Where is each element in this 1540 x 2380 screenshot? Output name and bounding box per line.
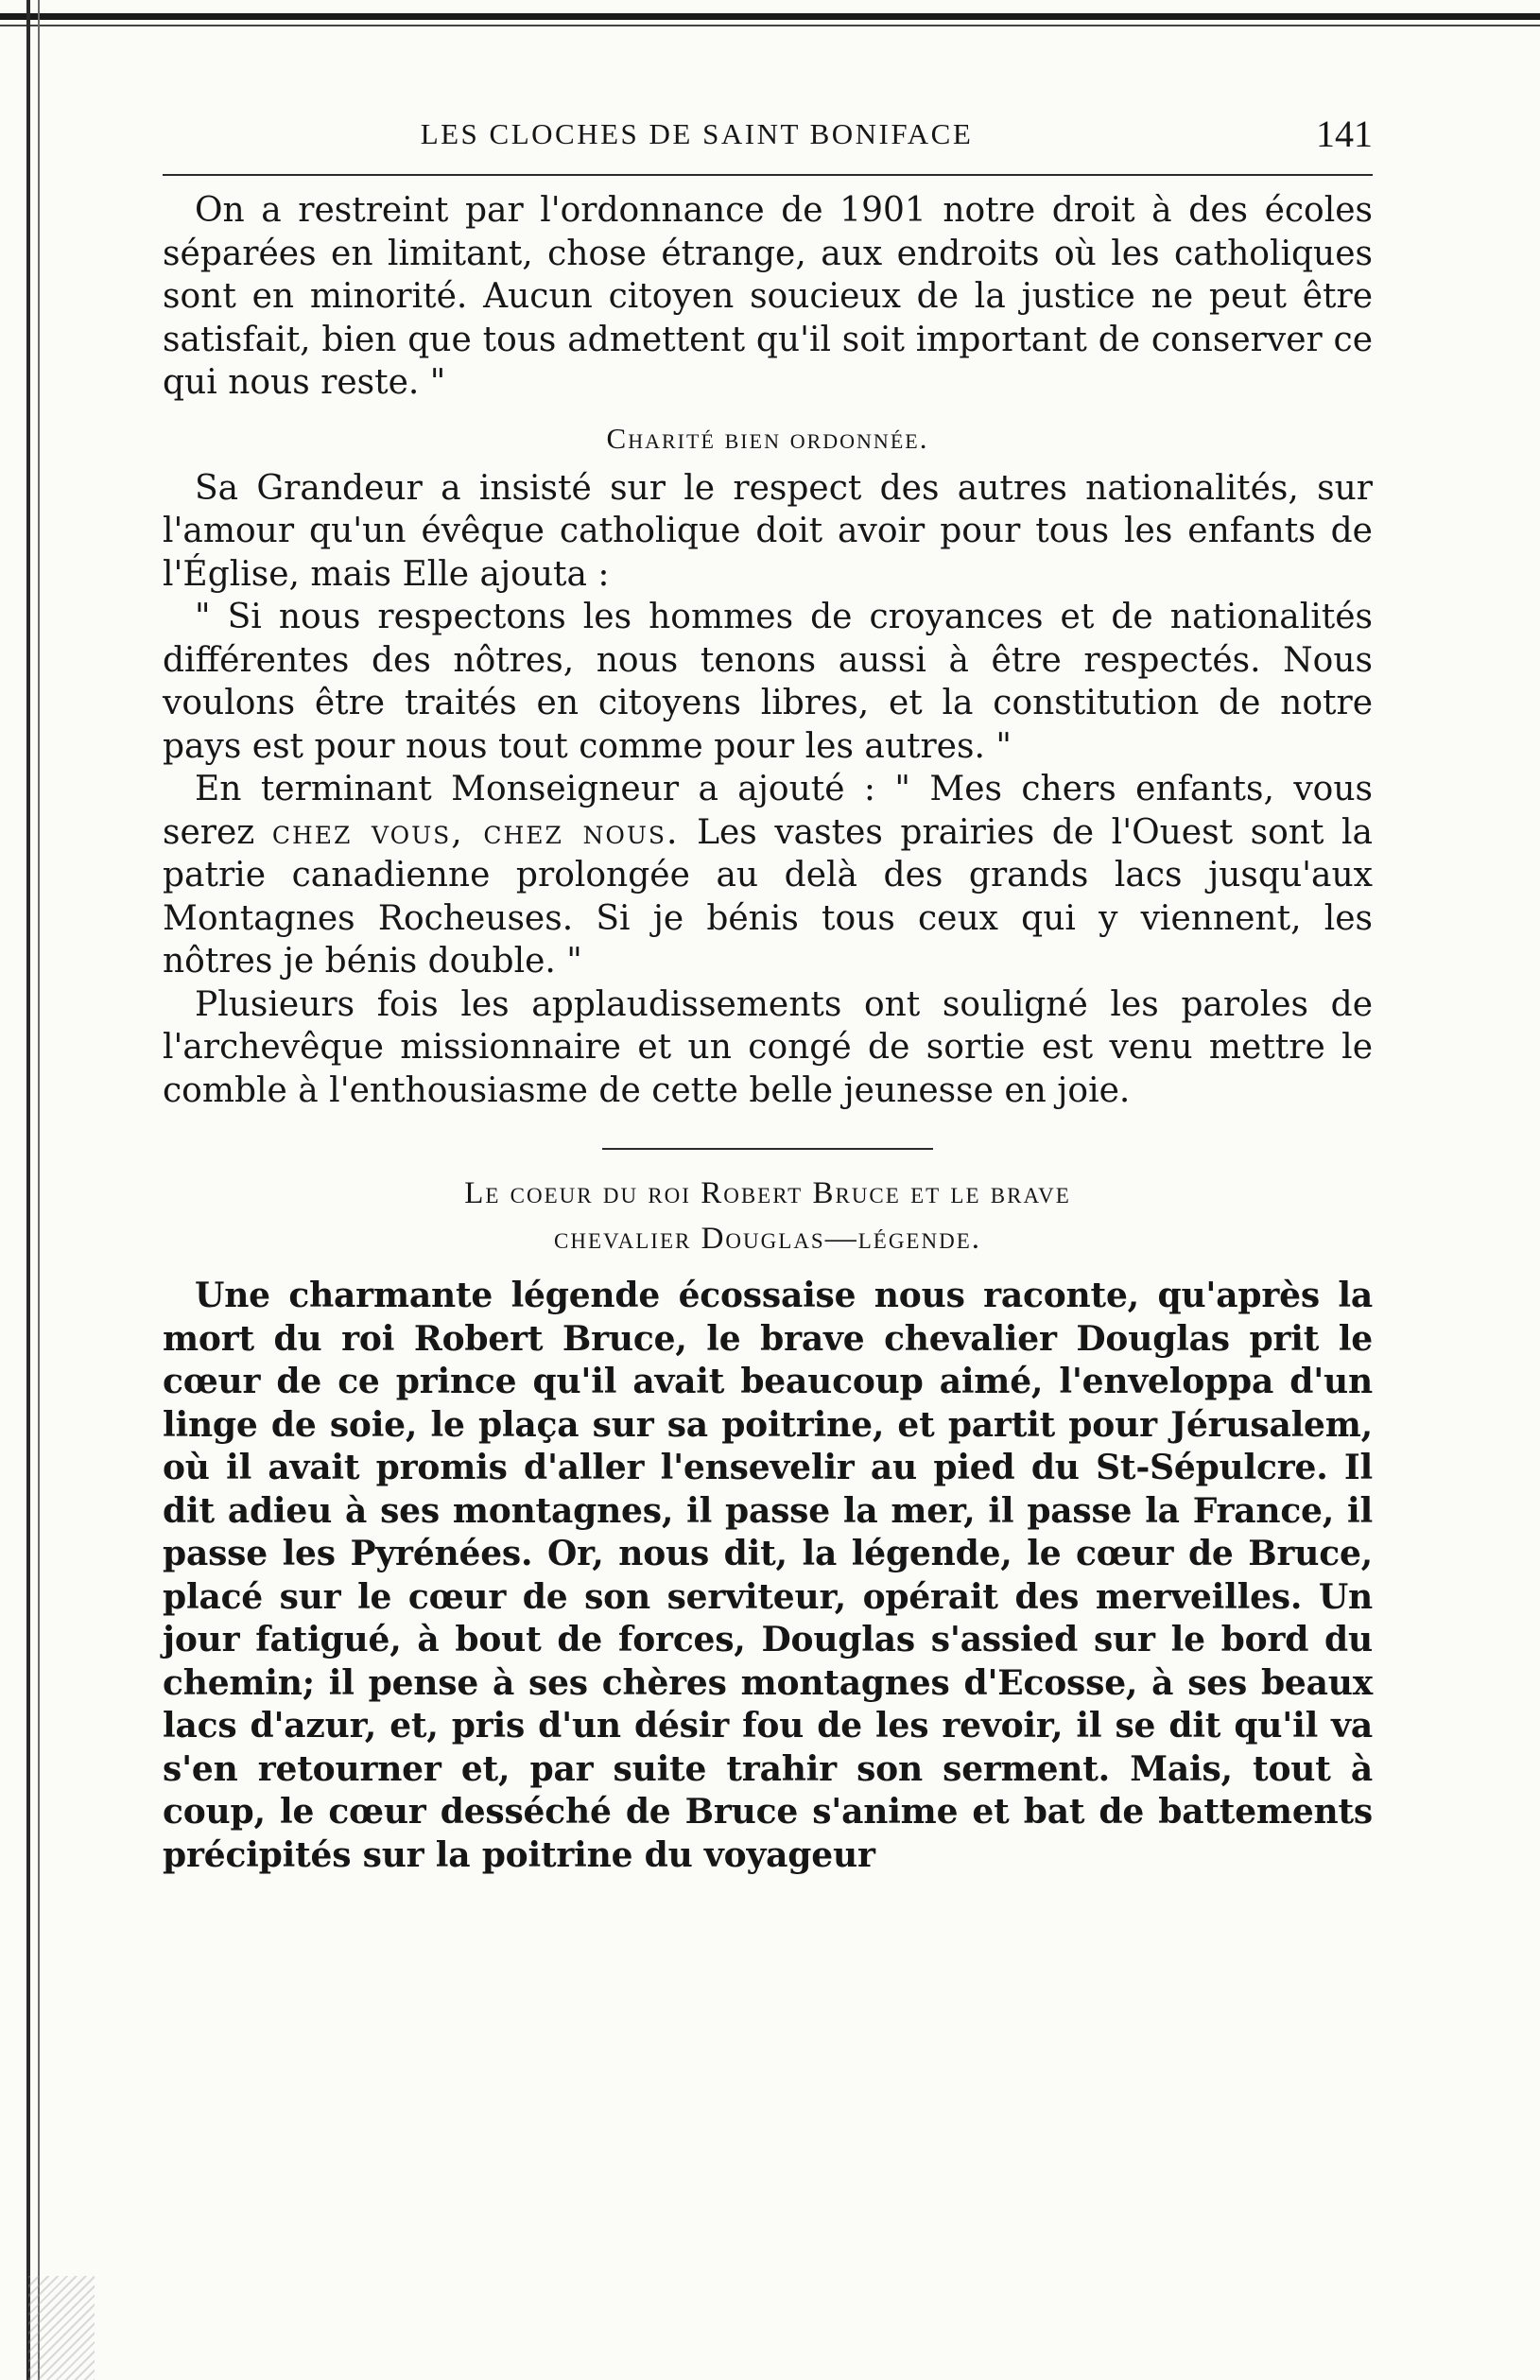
page-top-border xyxy=(0,13,1540,20)
running-head xyxy=(163,112,1373,176)
section-heading-bruce-line2: chevalier Douglas—légende. xyxy=(554,1222,981,1256)
book-page xyxy=(163,112,1373,1877)
section-separator xyxy=(602,1148,933,1150)
page-top-border-thin xyxy=(0,25,1540,26)
running-head-title: LES CLOCHES DE SAINT BONIFACE xyxy=(420,117,974,150)
page-left-edge-inner xyxy=(38,0,40,2380)
paragraph-legende: Une charmante légende écossaise nous raconte, qu'après la mort du roi Robert Bruce, le brave chevalier Douglas prit le cœur de ce prince qu'il avait beaucoup aimé, l'enveloppa d'un linge de soie, le plaça sur sa poitrine, et partit pour Jérusalem, où il avait promis d'aller l'ensevelir au pied du St-Sépulcre. Il dit adieu à ses montagnes, il passe la mer, il passe la France, il passe les Pyrénées. Or, nous dit, la légende, le cœur de Bruce, placé sur le cœur de son serviteur, opérait des merveilles. Un jour fatigué, à bout de forces, Douglas s'assied sur le bord du chemin; il pense à ses chères montagnes d'Ecosse, à ses beaux lacs d'azur, et, pris d'un désir fou de les revoir, il se dit qu'il va s'en retourner et, par suite trahir son serment. Mais, tout à coup, le cœur desséché de Bruce s'anime et bat de battements précipités sur la poitrine du voyageur xyxy=(163,1276,1373,1875)
terminant-start: En terminant Monseigneur a ajouté : " Mes chers enfants, vous serez xyxy=(163,770,1373,852)
paragraph-grandeur: Sa Grandeur a insisté sur le respect des autres nationalités, sur l'amour qu'un évêque catholique doit avoir pour tous les enfants de l'Église, mais Elle ajouta : xyxy=(163,468,1373,594)
terminant-end: Les vastes prairies de l'Ouest sont la patrie canadienne prolongée au delà des grands lacs jusqu'aux Montagnes Rocheuses. Si je bénis tous ceux qui y viennent, les nôtres je bénis double. " xyxy=(163,812,1373,981)
section-heading-bruce xyxy=(219,1171,1316,1261)
paragraph-terminant xyxy=(163,768,1373,983)
page-left-edge xyxy=(26,0,30,2380)
section-heading-bruce-line1: Le coeur du roi Robert Bruce et le brave xyxy=(464,1176,1071,1210)
paragraph-applaudissements: Plusieurs fois les applaudissements ont souligné les paroles de l'archevêque missionnaire et un congé de sortie est venu mettre le comble à l'enthousiasme de cette belle jeunesse en joie. xyxy=(163,984,1373,1110)
section-heading-charite-text: Charité bien ordonnée. xyxy=(606,421,929,455)
paragraph-quote-respect: " Si nous respectons les hommes de croyances et de nationalités différentes des nôtres, nous tenons aussi à être respectés. Nous voulons être traités en citoyens libres, et la constitution de notre pays est pour nous tout comme pour les autres. " xyxy=(163,598,1373,766)
page-number: 141 xyxy=(1316,113,1373,155)
terminant-smallcaps: chez vous, chez nous. xyxy=(271,812,680,852)
section-heading-charite xyxy=(163,418,1373,460)
page-corner-stain xyxy=(28,2276,95,2380)
paragraph-ordonnance: On a restreint par l'ordonnance de 1901 notre droit à des écoles séparées en limitant, chose étrange, aux endroits où les catholiques sont en minorité. Aucun citoyen soucieux de la justice ne peut être satisfait, bien que tous admettent qu'il soit important de conserver ce qui nous reste. " xyxy=(163,191,1373,402)
